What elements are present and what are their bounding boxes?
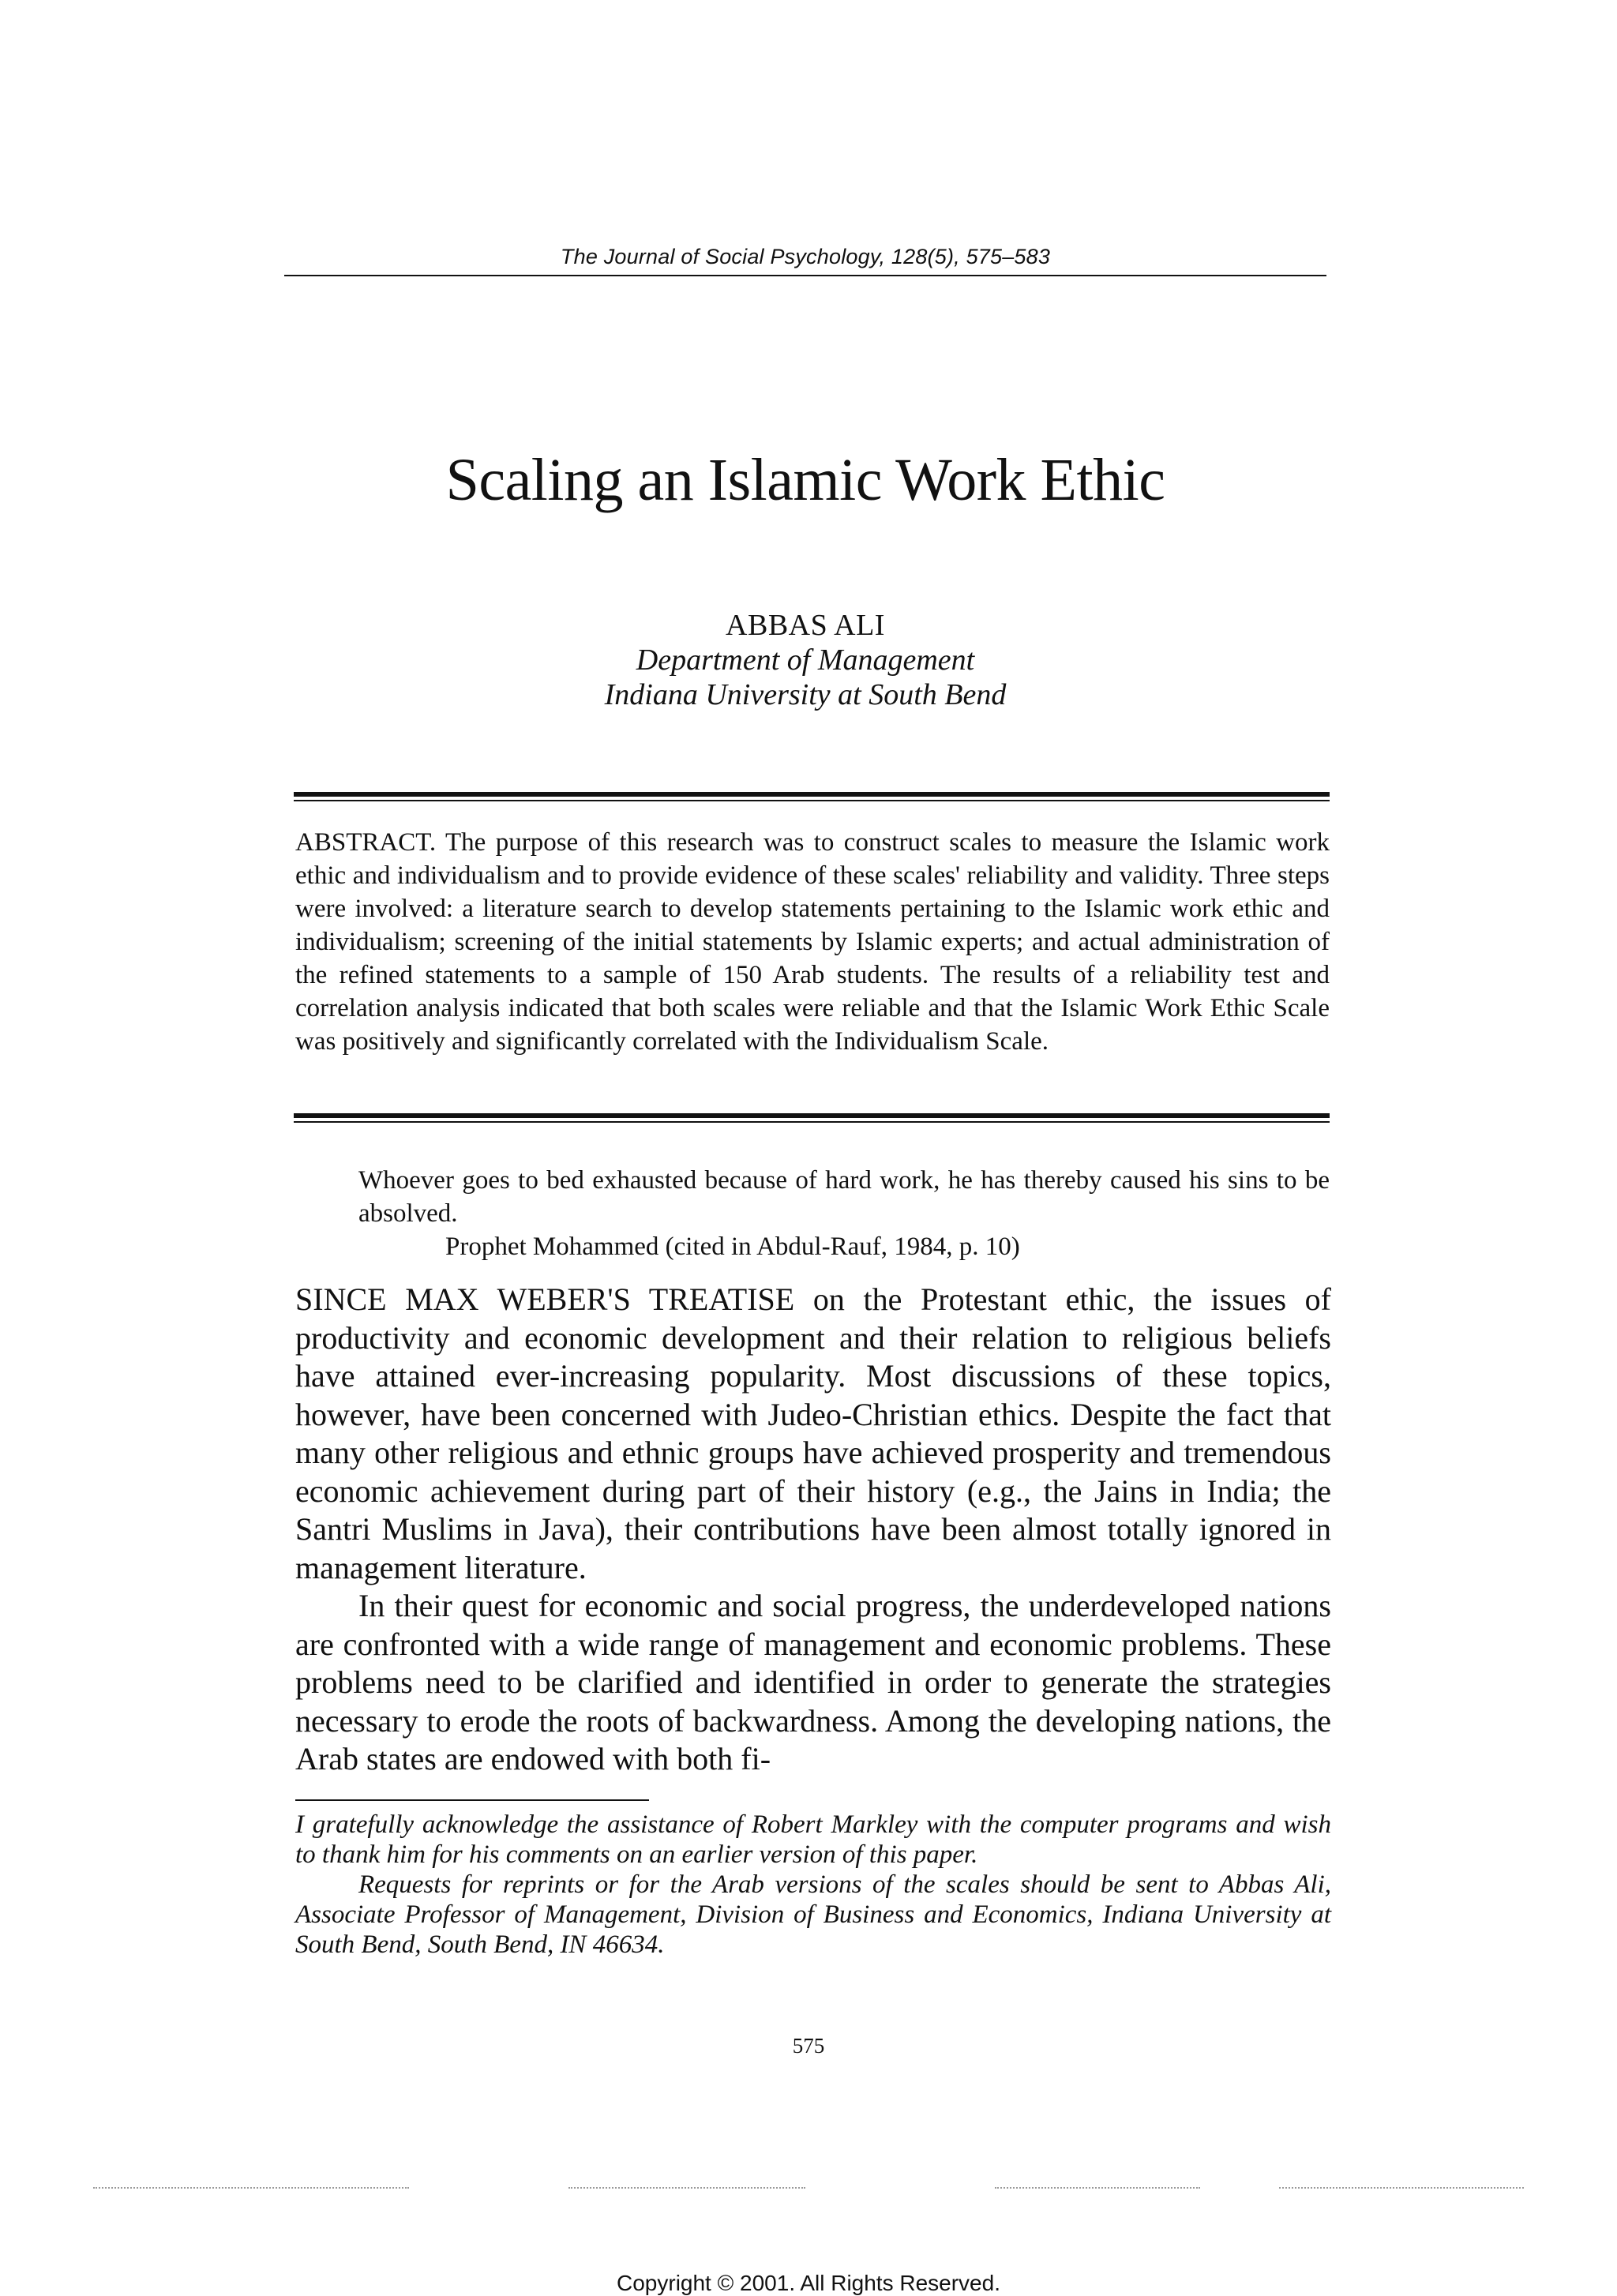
footnote-acknowledgment: I gratefully acknowledge the assistance of Robert Markley with the computer programs and wish to thank him for his comments on an earlier version of this paper. (295, 1810, 1331, 1869)
scan-artifact (93, 2187, 409, 2189)
footnote-reprints: Requests for reprints or for the Arab versions of the scales should be sent to Abbas Ali, Associate Professor of Management, Division of Business and Economics, Indiana University at South Bend, South Bend, IN 46634. (295, 1870, 1331, 1959)
epigraph (358, 1164, 1330, 1263)
page-number: 575 (792, 2034, 825, 2058)
scan-artifact (1279, 2187, 1524, 2189)
author-department: Department of Management (636, 643, 975, 677)
body-paragraph-1-text: on the Protestant ethic, the issues of productivity and economic development and their relation to religious beliefs have attained ever-increasing popularity. Most discussions of these topics, however, have been concerned with Judeo-Christian ethics. Despite the fact that many other religious and ethnic groups have achieved prosperity and tremendous economic achievement during part of their history (e.g., the Jains in India; the Santri Muslims in Java), their contributions have been almost totally ignored in management literature. (295, 1281, 1331, 1585)
running-head: The Journal of Social Psychology, 128(5), 575–583 (560, 245, 1051, 268)
abstract-top-rule (294, 792, 1330, 803)
author-block (316, 608, 1295, 712)
epigraph-source: Prophet Mohammed (cited in Abdul-Rauf, 1984, p. 10) (445, 1232, 1020, 1261)
body-lead-in: SINCE MAX WEBER'S TREATISE (295, 1281, 795, 1317)
footnote (295, 1810, 1331, 1960)
body-paragraph-1 (295, 1281, 1331, 1587)
epigraph-quote: Whoever goes to bed exhausted because of hard work, he has thereby caused his sins to be absolved. (358, 1166, 1330, 1228)
running-head-rule (284, 275, 1326, 276)
copyright-notice: Copyright © 2001. All Rights Reserved. (617, 2271, 1000, 2295)
author-name: ABBAS ALI (726, 609, 885, 642)
body-paragraph-2: In their quest for economic and social progress, the underdeveloped nations are confronted with a wide range of management and economic problems. These problems need to be clarified and identified in order to generate the strategies necessary to erode the roots of backwardness. Among the developing nations, the Arab states are endowed with both fi- (295, 1588, 1331, 1776)
abstract: ABSTRACT. The purpose of this research was to construct scales to measure the Islamic work ethic and individualism and to provide evidence of these scales' reliability and validity. Three steps were involved: a literature search to develop statements pertaining to the Islamic work ethic and individualism; screening of the initial statements by Islamic experts; and actual administration of the refined statements to a sample of 150 Arab students. The results of a reliability test and correlation analysis indicated that both scales were reliable and that the Islamic Work Ethic Scale was positively and significantly correlated with the Individualism Scale. (295, 828, 1330, 1056)
article-title: Scaling an Islamic Work Ethic (445, 447, 1165, 513)
author-institution: Indiana University at South Bend (604, 678, 1007, 711)
footnote-rule (295, 1799, 649, 1801)
abstract-bottom-rule (294, 1113, 1330, 1124)
scan-artifact (995, 2187, 1200, 2189)
body-text (295, 1281, 1331, 1779)
scan-artifact (568, 2187, 805, 2189)
